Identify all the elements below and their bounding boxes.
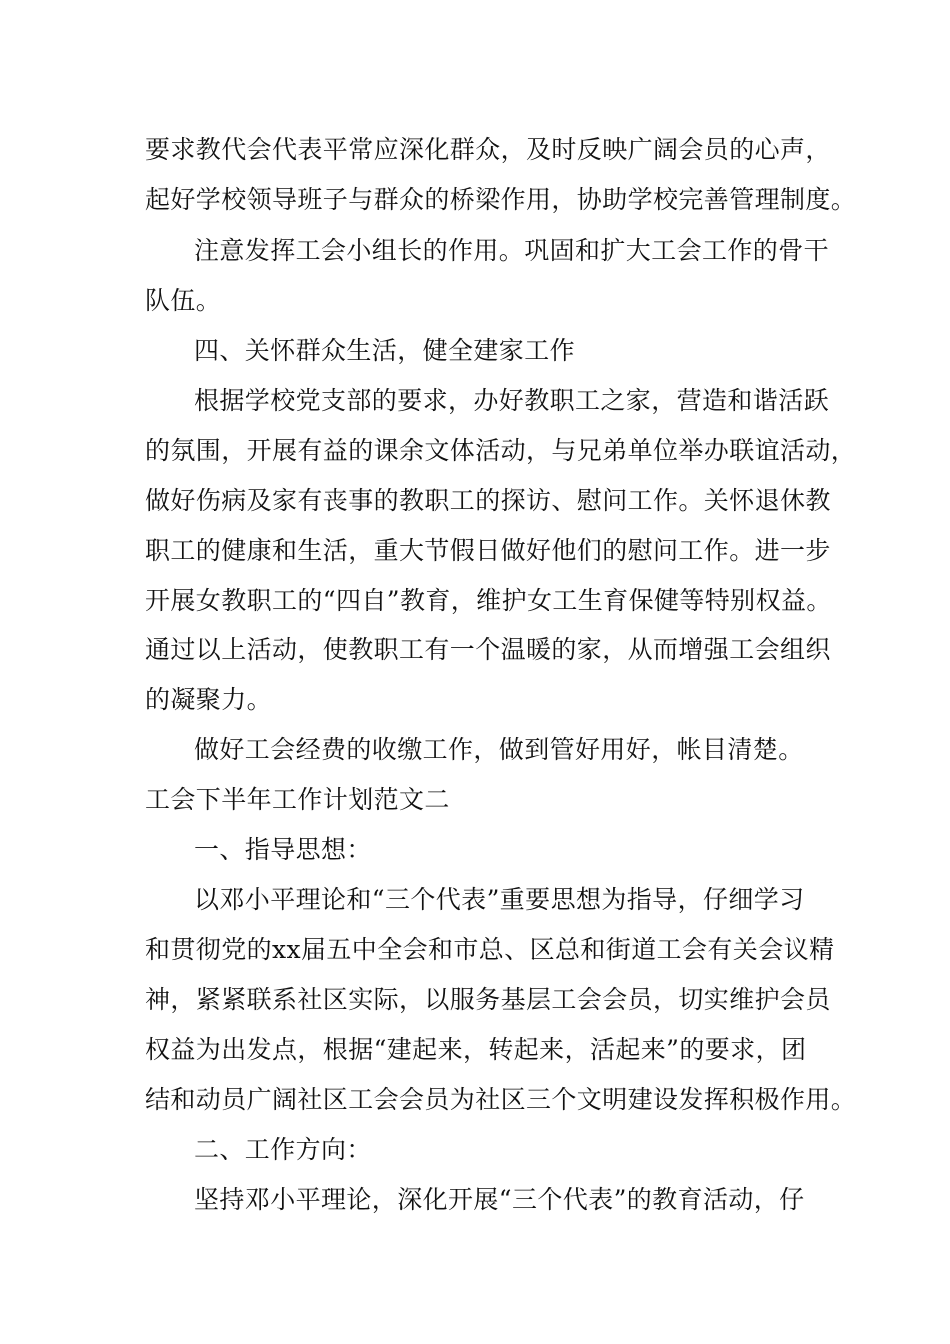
text-line: 的凝聚力。 <box>145 685 273 714</box>
text-line: 结和动员广阔社区工会会员为社区三个文明建设发挥积极作用。 <box>145 1085 857 1114</box>
text-line: 要求教代会代表平常应深化群众，及时反映广阔会员的心声， <box>145 135 831 164</box>
text-line: 神，紧紧联系社区实际，以服务基层工会会员，切实维护会员 <box>145 985 831 1014</box>
section-heading: 一、指导思想： <box>194 835 372 864</box>
text-line: 通过以上活动，使教职工有一个温暖的家，从而增强工会组织 <box>145 635 831 664</box>
text-line: 开展女教职工的“四自”教育，维护女工生育保健等特别权益。 <box>145 586 832 615</box>
text-line: 起好学校领导班子与群众的桥梁作用，协助学校完善管理制度。 <box>145 185 857 214</box>
text-line: 的氛围，开展有益的课余文体活动，与兄弟单位举办联谊活动， <box>145 436 857 465</box>
text-line: 做好工会经费的收缴工作，做到管好用好，帐目清楚。 <box>194 735 804 764</box>
text-line: 职工的健康和生活，重大节假日做好他们的慰问工作。进一步 <box>145 536 831 565</box>
text-line: 注意发挥工会小组长的作用。巩固和扩大工会工作的骨干 <box>194 236 830 265</box>
text-line: 根据学校党支部的要求，办好教职工之家，营造和谐活跃 <box>194 386 830 415</box>
text-line: 权益为出发点，根据“建起来，转起来，活起来”的要求，团 <box>145 1035 807 1064</box>
text-line: 队伍。 <box>145 286 222 315</box>
text-line: 以邓小平理论和“三个代表”重要思想为指导，仔细学习 <box>194 885 805 914</box>
section-heading: 二、工作方向： <box>194 1135 372 1164</box>
text-line: 做好伤病及家有丧事的教职工的探访、慰问工作。关怀退休教 <box>145 486 831 515</box>
text-line: 坚持邓小平理论，深化开展“三个代表”的教育活动，仔 <box>194 1185 805 1214</box>
document-title: 工会下半年工作计划范文二 <box>145 785 450 814</box>
text-line: 和贯彻党的xx届五中全会和市总、区总和街道工会有关会议精 <box>145 935 835 964</box>
section-heading: 四、关怀群众生活，健全建家工作 <box>194 336 576 365</box>
